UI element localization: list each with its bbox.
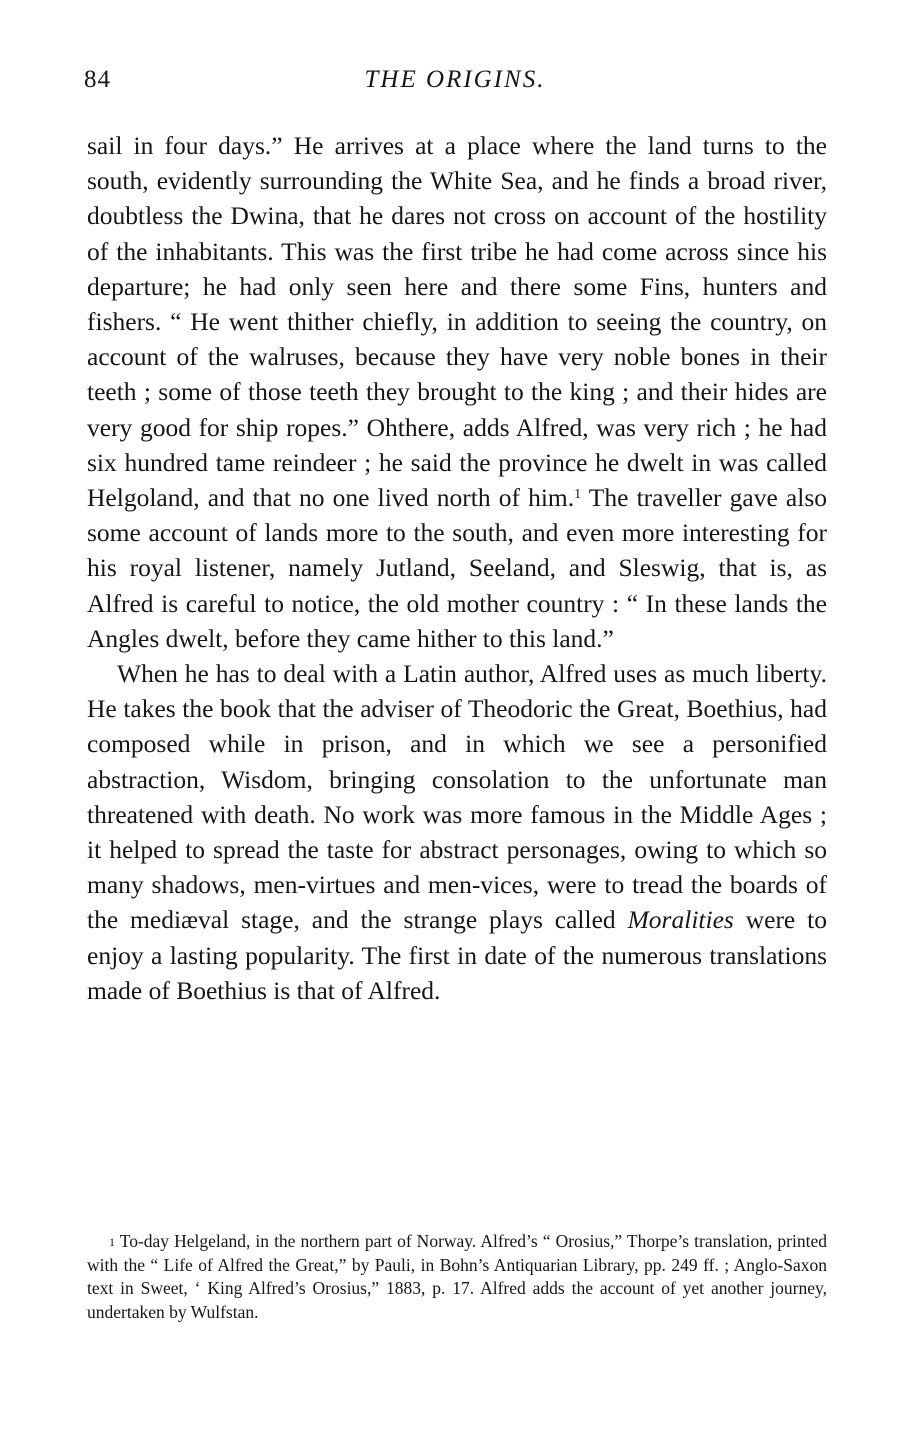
- body-text: [87, 128, 827, 1008]
- page-header: [84, 66, 826, 106]
- page-number: 84: [84, 66, 111, 93]
- footnote-1: [87, 1230, 827, 1324]
- paragraph-2-text-b: were to enjoy a lasting popularity. The first in date of the numerous translations made of Boethius is that of Alfred.: [87, 905, 827, 1005]
- paragraph-1-text-a: sail in four days.” He arrives at a place where the land turns to the south, evidently surrounding the White Sea, and he finds a broad river, doubtless the Dwina, that he dares not cross on account of the hostility of the inhabitants. This was the first tribe he had come across since his departure; he had only seen here and there some Fins, hunters and fishers. “ He went thither chiefly, in addition to seeing the country, on account of the walruses, because they have very noble bones in their teeth ; some of those teeth they brought to the king ; and their hides are very good for ship ropes.” Ohthere, adds Alfred, was very rich ; he had six hundred tame reindeer ; he said the province he dwelt in was called Helgoland, and that no one lived north of him.: [87, 131, 827, 513]
- paragraph-2: [87, 656, 827, 1008]
- moralities-italic: Moralities: [627, 905, 734, 935]
- running-title: THE ORIGINS.: [364, 66, 546, 93]
- footnote-1-text: To-day Helgeland, in the northern part of Norway. Alfred’s “ Orosius,” Thorpe’s translation, printed with the “ Life of Alfred the Great,” by Pauli, in Bohn’s Antiquarian Library, pp. 249 ff. ; Anglo-Saxon text in Sweet, ‘ King Alfred’s Orosius,” 1883, p. 17. Alfred adds the account of yet another journey, undertaken by Wulfstan.: [87, 1231, 827, 1322]
- paragraph-1: [87, 128, 827, 656]
- footnote-1-mark: 1: [109, 1235, 115, 1249]
- paragraph-1-text-b: The traveller gave also some account of lands more to the south, and even more interesting for his royal listener, namely Jutland, Seeland, and Sleswig, that is, as Alfred is careful to notice, the old mother country : “ In these lands the Angles dwelt, before they came hither to this land.”: [87, 483, 827, 653]
- paragraph-2-text-a: When he has to deal with a Latin author, Alfred uses as much liberty. He takes the book that the adviser of Theodoric the Great, Boethius, had composed while in prison, and in which we see a personified abstraction, Wisdom, bringing consolation to the unfortunate man threatened with death. No work was more famous in the Middle Ages ; it helped to spread the taste for abstract personages, owing to which so many shadows, men-virtues and men-vices, were to tread the boards of the mediæval stage, and the strange plays called: [87, 659, 827, 935]
- footnotes: [87, 1230, 827, 1324]
- footnote-reference: 1: [574, 487, 582, 503]
